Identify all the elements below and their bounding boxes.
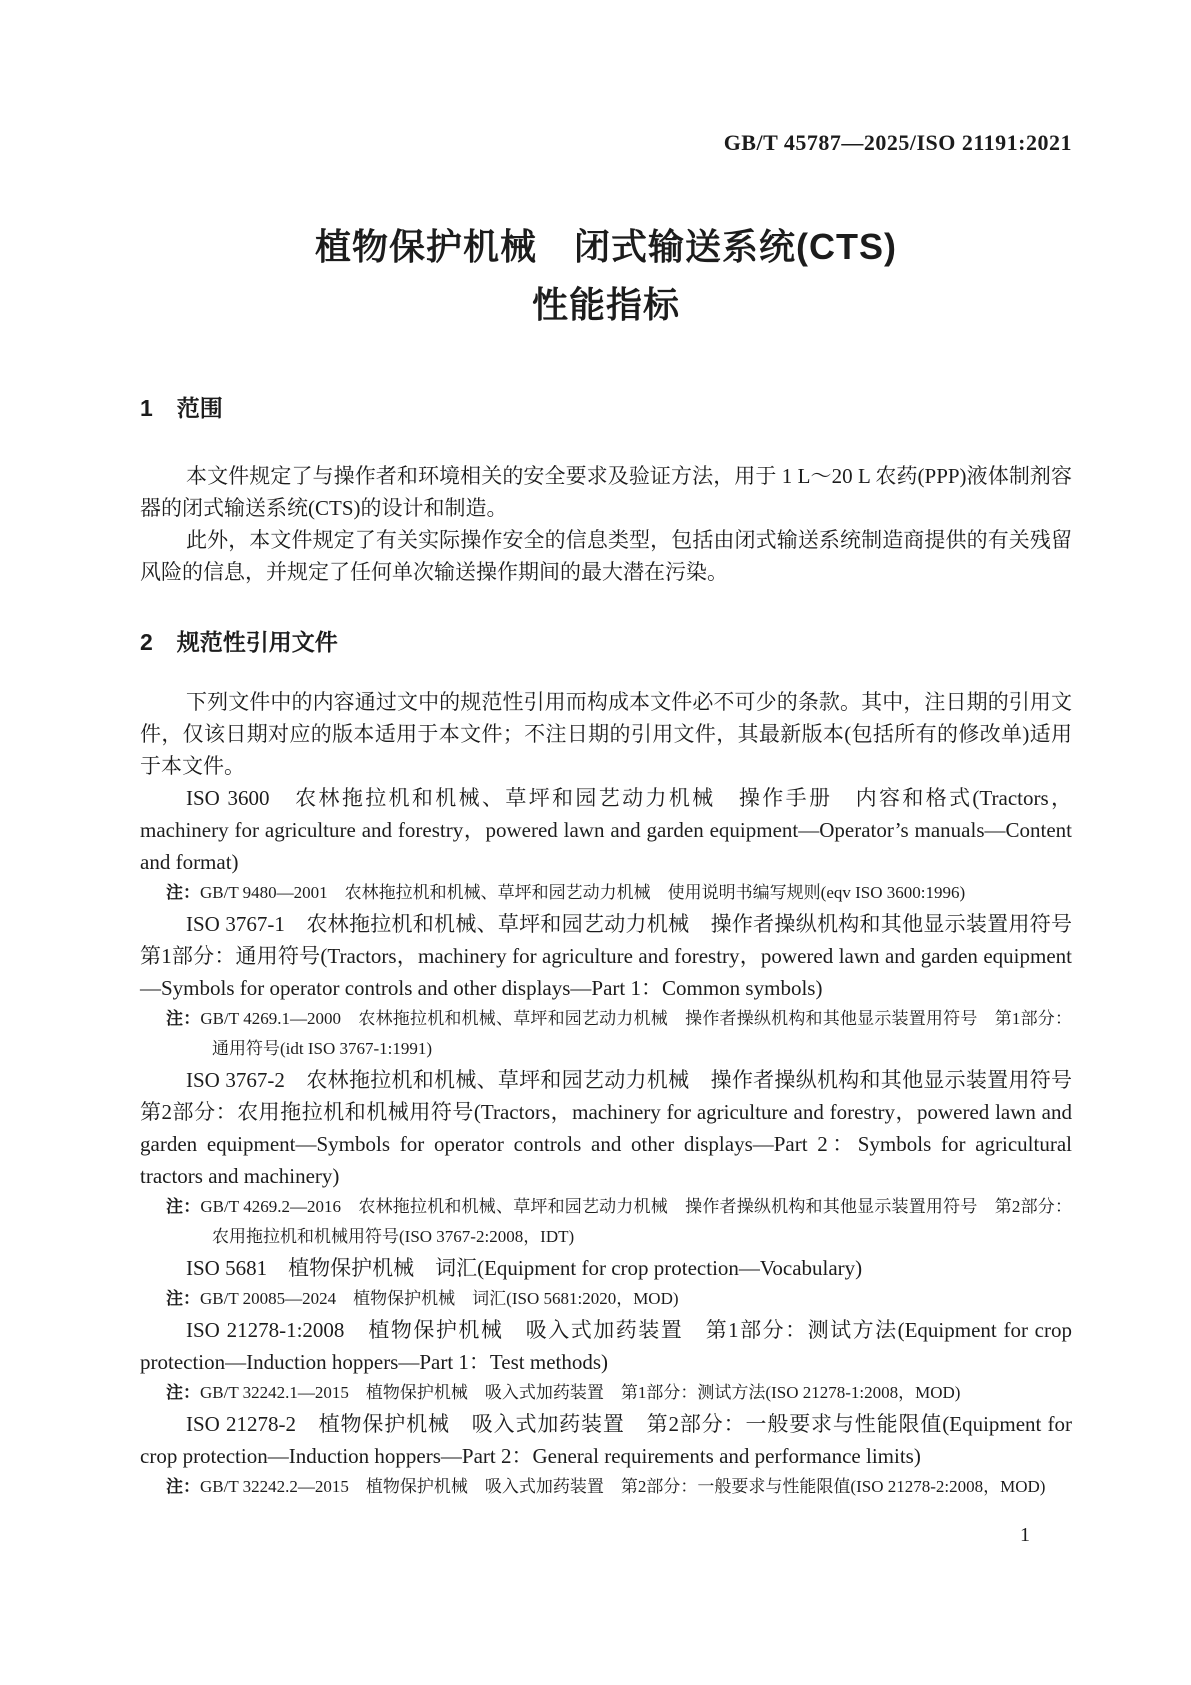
note-gbt-32242-2 [140, 1472, 1072, 1502]
section-1-number: 1 [140, 395, 153, 421]
note-gbt-4269-1 [140, 1004, 1072, 1064]
note-text: GB/T 4269.1—2000 农林拖拉机和机械、草坪和园艺动力机械 操作者操纵机构和其他显示装置用符号 第1部分：通用符号(idt ISO 3767-1:1991) [200, 1009, 1073, 1058]
note-gbt-32242-1 [140, 1378, 1072, 1408]
reference-iso-3600: ISO 3600 农林拖拉机和机械、草坪和园艺动力机械 操作手册 内容和格式(Tractors，machinery for agriculture and forestry，powered lawn and garden equipment—Operator’s manuals—Content and format) [140, 786, 1072, 874]
note-text: GB/T 9480—2001 农林拖拉机和机械、草坪和园艺动力机械 使用说明书编写规则(eqv ISO 3600:1996) [200, 883, 966, 902]
note-text: GB/T 20085—2024 植物保护机械 词汇(ISO 5681:2020，MOD) [200, 1289, 679, 1308]
section-2-number: 2 [140, 629, 153, 655]
note-text: GB/T 32242.1—2015 植物保护机械 吸入式加药装置 第1部分：测试方法(ISO 21278-1:2008，MOD) [200, 1383, 961, 1402]
references-intro-paragraph: 下列文件中的内容通过文中的规范性引用而构成本文件必不可少的条款。其中，注日期的引用文件，仅该日期对应的版本适用于本文件；不注日期的引用文件，其最新版本(包括所有的修改单)适用于本文件。 [140, 690, 1072, 778]
note-label: 注： [166, 1009, 201, 1028]
section-1-label: 范围 [176, 395, 223, 421]
note-text: GB/T 32242.2—2015 植物保护机械 吸入式加药装置 第2部分：一般要求与性能限值(ISO 21278-2:2008，MOD) [200, 1477, 1046, 1496]
note-text: GB/T 4269.2—2016 农林拖拉机和机械、草坪和园艺动力机械 操作者操纵机构和其他显示装置用符号 第2部分：农用拖拉机和机械用符号(ISO 3767-2:2008，IDT) [200, 1197, 1073, 1246]
reference-iso-21278-2: ISO 21278-2 植物保护机械 吸入式加药装置 第2部分：一般要求与性能限值(Equipment for crop protection—Induction hoppers—Part 2：General requirements and performance limits) [140, 1412, 1072, 1468]
page-content [140, 0, 1093, 1547]
section-2-heading [140, 628, 1072, 656]
scope-paragraph-1: 本文件规定了与操作者和环境相关的安全要求及验证方法，用于 1 L～20 L 农药(PPP)液体制剂容器的闭式输送系统(CTS)的设计和制造。 [140, 464, 1072, 520]
note-gbt-9480 [140, 878, 1072, 908]
note-label: 注： [166, 883, 200, 902]
note-gbt-20085 [140, 1284, 1072, 1314]
reference-iso-5681: ISO 5681 植物保护机械 词汇(Equipment for crop protection—Vocabulary) [186, 1256, 863, 1280]
note-label: 注： [166, 1383, 200, 1402]
note-gbt-4269-2 [140, 1192, 1072, 1252]
reference-iso-3767-1: ISO 3767-1 农林拖拉机和机械、草坪和园艺动力机械 操作者操纵机构和其他显示装置用符号 第1部分：通用符号(Tractors，machinery for agriculture and forestry，powered lawn and garden equipment—Symbols for operator controls and other displays—Part 1：Common symbols) [140, 912, 1093, 1000]
title-line-1: 植物保护机械 闭式输送系统(CTS) [315, 226, 897, 267]
page-number: 1 [1020, 1524, 1030, 1546]
note-label: 注： [166, 1197, 201, 1216]
note-label: 注： [166, 1477, 200, 1496]
reference-iso-3767-2: ISO 3767-2 农林拖拉机和机械、草坪和园艺动力机械 操作者操纵机构和其他显示装置用符号 第2部分：农用拖拉机和机械用符号(Tractors，machinery for agriculture and forestry，powered lawn and garden equipment—Symbols for operator controls and other displays—Part 2：Symbols for agricultural tractors and machinery) [140, 1068, 1093, 1188]
section-2-label: 规范性引用文件 [176, 629, 338, 655]
reference-iso-21278-1: ISO 21278-1:2008 植物保护机械 吸入式加药装置 第1部分：测试方法(Equipment for crop protection—Induction hoppers—Part 1：Test methods) [140, 1318, 1072, 1374]
scope-paragraph-2: 此外，本文件规定了有关实际操作安全的信息类型，包括由闭式输送系统制造商提供的有关残留风险的信息，并规定了任何单次输送操作期间的最大潜在污染。 [140, 528, 1072, 584]
standard-number: GB/T 45787—2025/ISO 21191:2021 [723, 130, 1072, 155]
title-line-2: 性能指标 [531, 284, 680, 325]
document-title [140, 218, 1072, 334]
section-1-heading [140, 394, 1072, 422]
note-label: 注： [166, 1289, 200, 1308]
